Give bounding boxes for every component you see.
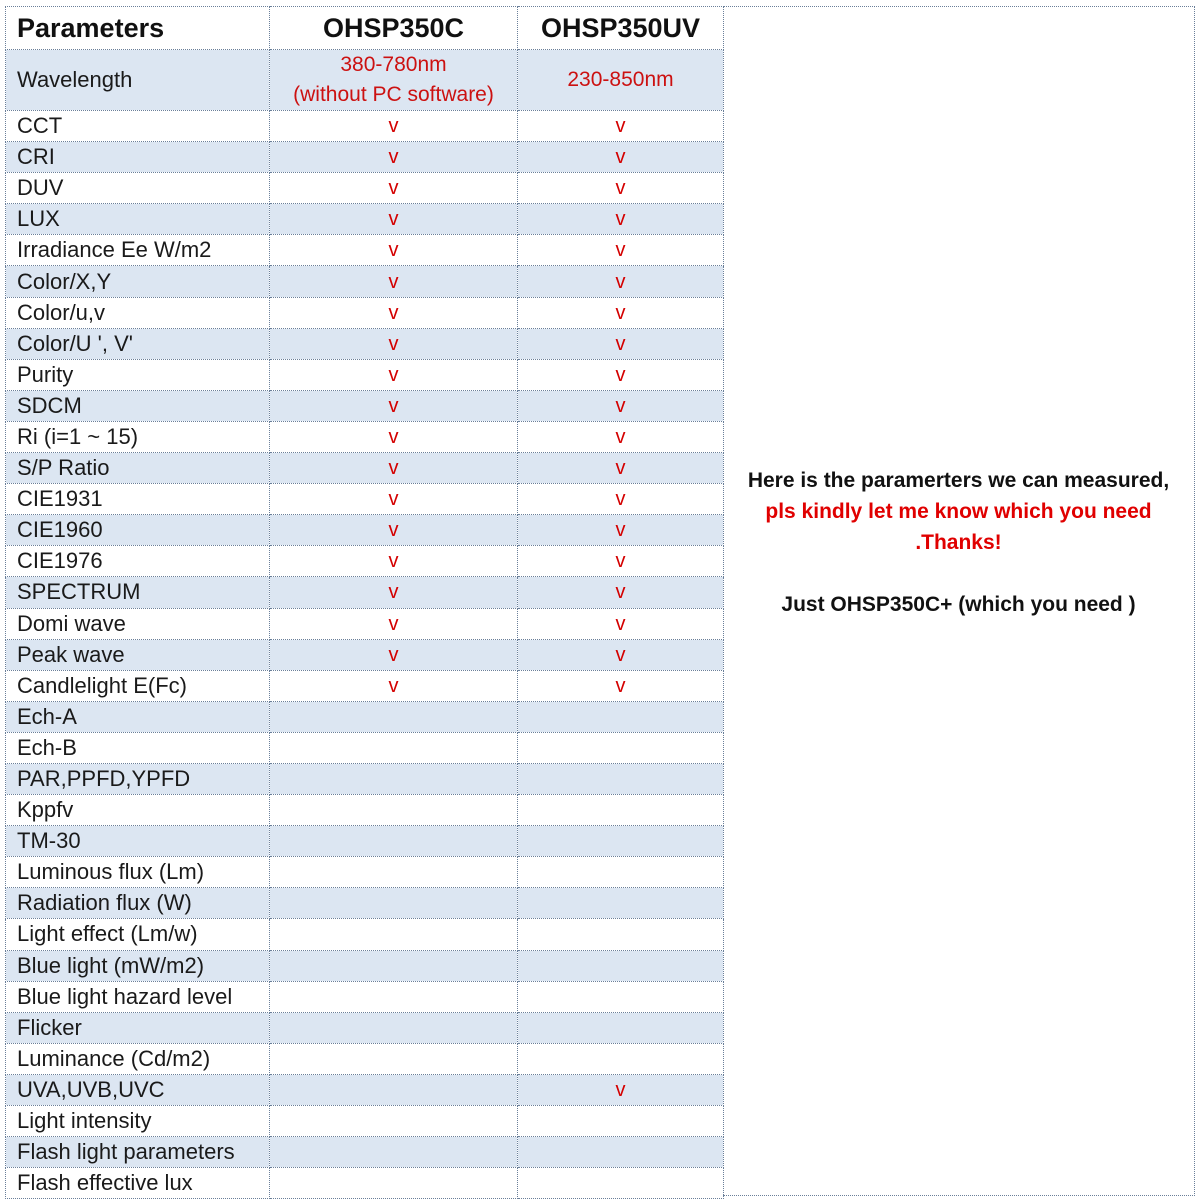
wavelength-ohsp350c-note: (without PC software) — [293, 83, 494, 106]
ohsp350c-support-cell: v — [270, 484, 518, 515]
table-row — [6, 577, 724, 608]
ohsp350uv-support-cell — [518, 857, 724, 888]
ohsp350c-support-cell — [270, 1137, 518, 1168]
ohsp350uv-support-cell — [518, 919, 724, 950]
parameter-label: Blue light (mW/m2) — [6, 950, 270, 981]
parameter-label: Ech-A — [6, 701, 270, 732]
table-row — [6, 639, 724, 670]
ohsp350c-support-cell: v — [270, 111, 518, 142]
table-row — [6, 1137, 724, 1168]
ohsp350c-support-cell: v — [270, 173, 518, 204]
ohsp350uv-support-cell: v — [518, 639, 724, 670]
ohsp350uv-support-cell: v — [518, 421, 724, 452]
parameter-label: CIE1931 — [6, 484, 270, 515]
table-row — [6, 1074, 724, 1105]
parameter-label: Domi wave — [6, 608, 270, 639]
ohsp350uv-support-cell — [518, 981, 724, 1012]
parameter-label: UVA,UVB,UVC — [6, 1074, 270, 1105]
wavelength-row — [6, 50, 724, 111]
ohsp350uv-support-cell — [518, 1012, 724, 1043]
ohsp350c-support-cell — [270, 919, 518, 950]
ohsp350c-support-cell: v — [270, 515, 518, 546]
table-row — [6, 359, 724, 390]
ohsp350c-support-cell — [270, 981, 518, 1012]
parameter-label: Flash light parameters — [6, 1137, 270, 1168]
ohsp350uv-support-cell: v — [518, 546, 724, 577]
ohsp350uv-support-cell — [518, 795, 724, 826]
table-row — [6, 204, 724, 235]
table-row — [6, 732, 724, 763]
ohsp350uv-support-cell: v — [518, 142, 724, 173]
ohsp350c-support-cell: v — [270, 421, 518, 452]
parameter-label: CIE1960 — [6, 515, 270, 546]
ohsp350c-support-cell — [270, 1106, 518, 1137]
note-block — [723, 465, 1194, 620]
parameter-label: Color/X,Y — [6, 266, 270, 297]
table-row — [6, 173, 724, 204]
header-ohsp350uv: OHSP350UV — [518, 7, 724, 50]
ohsp350uv-support-cell — [518, 763, 724, 794]
ohsp350c-support-cell: v — [270, 608, 518, 639]
ohsp350uv-support-cell: v — [518, 453, 724, 484]
table-row — [6, 888, 724, 919]
ohsp350c-support-cell: v — [270, 577, 518, 608]
ohsp350c-support-cell — [270, 763, 518, 794]
parameter-label: Luminance (Cd/m2) — [6, 1043, 270, 1074]
parameter-label: CRI — [6, 142, 270, 173]
ohsp350uv-support-cell: v — [518, 484, 724, 515]
ohsp350c-support-cell: v — [270, 297, 518, 328]
table-row — [6, 981, 724, 1012]
table-row — [6, 484, 724, 515]
table-row — [6, 515, 724, 546]
note-line-request: pls kindly let me know which you need .Thanks! — [765, 500, 1152, 554]
wavelength-ohsp350uv: 230-850nm — [518, 50, 724, 111]
ohsp350c-support-cell: v — [270, 328, 518, 359]
parameter-label: Ech-B — [6, 732, 270, 763]
ohsp350c-support-cell: v — [270, 204, 518, 235]
parameter-label: S/P Ratio — [6, 453, 270, 484]
ohsp350c-support-cell — [270, 950, 518, 981]
table-row — [6, 266, 724, 297]
ohsp350c-support-cell: v — [270, 546, 518, 577]
ohsp350uv-support-cell — [518, 1106, 724, 1137]
parameter-label: LUX — [6, 204, 270, 235]
table-row — [6, 795, 724, 826]
ohsp350c-support-cell: v — [270, 639, 518, 670]
ohsp350uv-support-cell: v — [518, 515, 724, 546]
ohsp350c-support-cell — [270, 1074, 518, 1105]
ohsp350uv-support-cell — [518, 826, 724, 857]
parameter-label: Irradiance Ee W/m2 — [6, 235, 270, 266]
note-line-measured: Here is the paramerters we can measured, — [747, 469, 1170, 492]
parameter-label: Color/U ', V' — [6, 328, 270, 359]
table-row — [6, 1168, 724, 1199]
ohsp350uv-support-cell — [518, 1137, 724, 1168]
ohsp350c-support-cell: v — [270, 142, 518, 173]
ohsp350c-support-cell — [270, 701, 518, 732]
table-row — [6, 421, 724, 452]
ohsp350uv-support-cell: v — [518, 608, 724, 639]
parameter-sheet — [5, 6, 1195, 1196]
ohsp350c-support-cell — [270, 1012, 518, 1043]
note-line-recommendation: Just OHSP350C+ (which you need ) — [781, 593, 1136, 616]
table-row — [6, 950, 724, 981]
table-row — [6, 111, 724, 142]
parameter-label: TM-30 — [6, 826, 270, 857]
parameter-label: Radiation flux (W) — [6, 888, 270, 919]
ohsp350c-support-cell: v — [270, 235, 518, 266]
wavelength-ohsp350c-range: 380-780nm — [340, 53, 447, 76]
parameter-label: Color/u,v — [6, 297, 270, 328]
table-row — [6, 546, 724, 577]
parameter-label: SPECTRUM — [6, 577, 270, 608]
parameters-table — [5, 6, 724, 1199]
ohsp350uv-support-cell — [518, 732, 724, 763]
ohsp350c-support-cell — [270, 826, 518, 857]
ohsp350uv-support-cell: v — [518, 173, 724, 204]
table-row — [6, 608, 724, 639]
table-row — [6, 235, 724, 266]
ohsp350uv-support-cell — [518, 701, 724, 732]
parameter-label: Light effect (Lm/w) — [6, 919, 270, 950]
table-row — [6, 297, 724, 328]
parameter-label: Light intensity — [6, 1106, 270, 1137]
parameter-label: CCT — [6, 111, 270, 142]
table-row — [6, 1106, 724, 1137]
ohsp350uv-support-cell — [518, 1168, 724, 1199]
table-row — [6, 142, 724, 173]
ohsp350uv-support-cell: v — [518, 328, 724, 359]
parameter-label: DUV — [6, 173, 270, 204]
table-row — [6, 1043, 724, 1074]
ohsp350c-support-cell: v — [270, 390, 518, 421]
ohsp350c-support-cell — [270, 1168, 518, 1199]
ohsp350uv-support-cell: v — [518, 390, 724, 421]
ohsp350uv-support-cell: v — [518, 1074, 724, 1105]
parameter-label: Purity — [6, 359, 270, 390]
parameter-label: Flicker — [6, 1012, 270, 1043]
table-row — [6, 1012, 724, 1043]
ohsp350uv-support-cell: v — [518, 204, 724, 235]
table-row — [6, 763, 724, 794]
header-row — [6, 7, 724, 50]
wavelength-label: Wavelength — [6, 50, 270, 111]
parameter-label: SDCM — [6, 390, 270, 421]
ohsp350uv-support-cell: v — [518, 266, 724, 297]
ohsp350uv-support-cell — [518, 1043, 724, 1074]
parameter-label: Flash effective lux — [6, 1168, 270, 1199]
table-row — [6, 670, 724, 701]
ohsp350uv-support-cell: v — [518, 359, 724, 390]
table-row — [6, 857, 724, 888]
parameter-label: Peak wave — [6, 639, 270, 670]
ohsp350uv-support-cell: v — [518, 670, 724, 701]
parameter-label: Luminous flux (Lm) — [6, 857, 270, 888]
parameter-label: Ri (i=1 ~ 15) — [6, 421, 270, 452]
table-row — [6, 328, 724, 359]
wavelength-ohsp350c — [270, 50, 518, 111]
note-panel — [723, 6, 1195, 1196]
parameter-label: Kppfv — [6, 795, 270, 826]
table-row — [6, 919, 724, 950]
ohsp350c-support-cell — [270, 1043, 518, 1074]
ohsp350uv-support-cell: v — [518, 297, 724, 328]
ohsp350uv-support-cell — [518, 888, 724, 919]
table-row — [6, 701, 724, 732]
table-row — [6, 390, 724, 421]
ohsp350uv-support-cell: v — [518, 577, 724, 608]
ohsp350c-support-cell: v — [270, 453, 518, 484]
ohsp350uv-support-cell: v — [518, 111, 724, 142]
table-row — [6, 826, 724, 857]
ohsp350c-support-cell: v — [270, 670, 518, 701]
ohsp350c-support-cell — [270, 857, 518, 888]
parameter-label: Blue light hazard level — [6, 981, 270, 1012]
table-row — [6, 453, 724, 484]
ohsp350c-support-cell: v — [270, 266, 518, 297]
ohsp350uv-support-cell: v — [518, 235, 724, 266]
header-ohsp350c: OHSP350C — [270, 7, 518, 50]
ohsp350c-support-cell: v — [270, 359, 518, 390]
parameter-label: CIE1976 — [6, 546, 270, 577]
header-parameters: Parameters — [6, 7, 270, 50]
parameter-label: Candlelight E(Fc) — [6, 670, 270, 701]
ohsp350uv-support-cell — [518, 950, 724, 981]
ohsp350c-support-cell — [270, 888, 518, 919]
parameter-label: PAR,PPFD,YPFD — [6, 763, 270, 794]
ohsp350c-support-cell — [270, 795, 518, 826]
ohsp350c-support-cell — [270, 732, 518, 763]
